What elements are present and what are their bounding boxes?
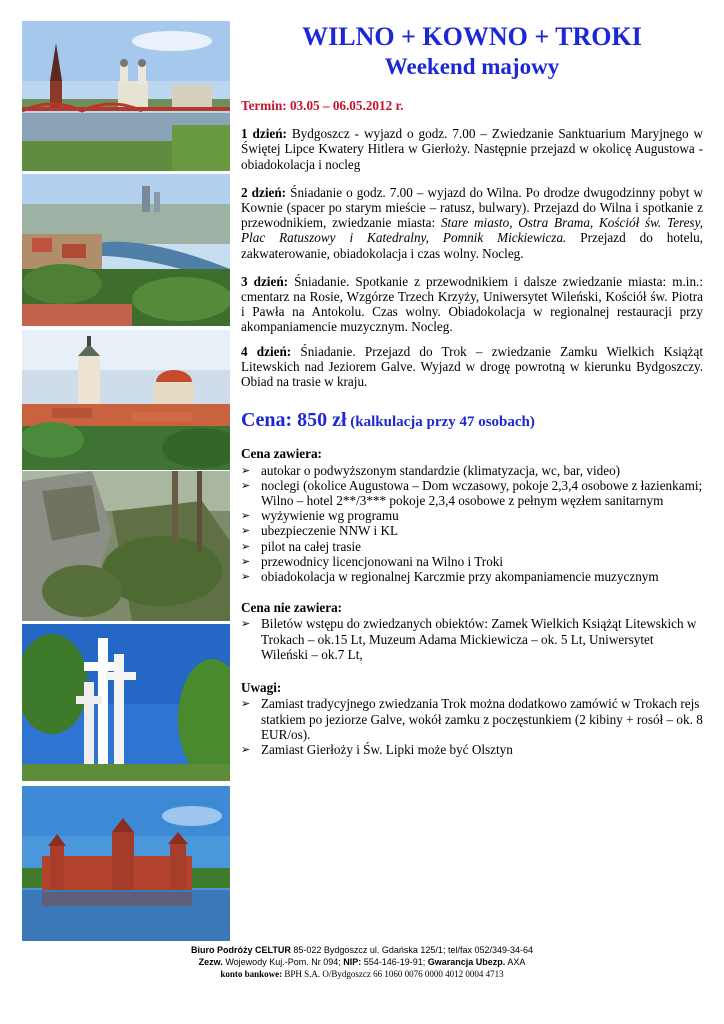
day-4-text: Śniadanie. Przejazd do Trok – zwiedzanie Zamku Wielkich Książąt Litewskich nad Jeziorem Galve. Wyjazd w drogę powrotną w kierunku Bydgoszczy. Obiad na trasie w kraju. xyxy=(241,343,703,390)
day-4 xyxy=(241,344,703,390)
arrow-bullet-icon: ➢ xyxy=(241,463,251,477)
day-2 xyxy=(241,185,703,261)
price xyxy=(241,409,703,432)
day-1-text: Bydgoszcz - wyjazd o godz. 7.00 – Zwiedzanie Sanktuarium Maryjnego w Świętej Lipce Kwatery Hitlera w Gierłoży. Następnie przejazd w okolicę Augustowa - obiadokolacja i nocleg xyxy=(241,126,703,172)
bank-account: BPH S.A. O/Bydgoszcz 66 1060 0076 0000 4012 0004 4713 xyxy=(282,969,504,979)
footer-line-bank xyxy=(0,968,724,980)
price-note: (kalkulacja przy 47 osobach) xyxy=(346,414,535,431)
photo-vilnius-panorama xyxy=(22,174,230,326)
photo-vilnius-oldtown-bell-tower xyxy=(22,330,230,470)
footer-line-registration xyxy=(0,956,724,968)
includes-list xyxy=(241,463,703,585)
notes-heading: Uwagi: xyxy=(241,680,282,696)
day-2-sights: Stare miasto, Ostra Brama, Kościół św. Teresy, Plac Ratuszowy i Katedralny, Pomnik Mickiewicza. xyxy=(241,215,703,246)
day-3-label: 3 dzień: xyxy=(241,273,289,289)
includes-heading: Cena zawiera: xyxy=(241,446,322,462)
list-item-text: noclegi (okolice Augustowa – Dom wczasowy, pokoje 2,3,4 osobowe z łazienkami; Wilno – hotel 2**/3*** pokoje 2,3,4 osobowe z pełnym węzłem sanitarnym xyxy=(261,477,703,509)
day-1 xyxy=(241,126,703,172)
arrow-bullet-icon: ➢ xyxy=(241,524,251,538)
arrow-bullet-icon: ➢ xyxy=(241,478,251,492)
agency-name: Biuro Podróży CELTUR xyxy=(191,945,291,955)
arrow-bullet-icon: ➢ xyxy=(241,697,251,711)
price-main: Cena: 850 zł xyxy=(241,409,347,432)
list-item xyxy=(241,508,703,523)
bank-label: konto bankowe: xyxy=(220,969,283,979)
day-3 xyxy=(241,274,703,335)
permit-value: Wojewody Kuj.-Pom. Nr 094; xyxy=(222,957,344,967)
page-subtitle: Weekend majowy xyxy=(384,54,560,79)
arrow-bullet-icon: ➢ xyxy=(241,617,251,631)
list-item-text: wyżywienie wg programu xyxy=(261,508,399,524)
photo-wolfs-lair-ruins xyxy=(22,471,230,621)
list-item-text: obiadokolacja w regionalnej Karczmie przy akompaniamencie muzycznym xyxy=(261,569,659,585)
list-item xyxy=(241,539,703,554)
day-4-label: 4 dzień: xyxy=(241,343,292,359)
arrow-bullet-icon: ➢ xyxy=(241,509,251,523)
arrow-bullet-icon: ➢ xyxy=(241,742,251,756)
arrow-bullet-icon: ➢ xyxy=(241,539,251,553)
arrow-bullet-icon: ➢ xyxy=(241,570,251,584)
agency-address: 85-022 Bydgoszcz ul. Gdańska 125/1; tel/fax 052/349-34-64 xyxy=(290,945,533,955)
day-2-text-b: Przejazd do hotelu, zakwaterowanie, obiadokolacja i czas wolny. Nocleg. xyxy=(241,230,703,261)
day-2-label: 2 dzień: xyxy=(241,184,287,200)
agency-footer xyxy=(0,944,724,980)
list-item xyxy=(241,463,703,478)
list-item xyxy=(241,523,703,538)
list-item xyxy=(241,616,703,662)
day-2-text-a: Śniadanie o godz. 7.00 – wyjazd do Wilna. Po drodze dwugodzinny pobyt w Kownie (spacer po starym mieście – ratusz, bulwary). Przejazd do Wilna i spotkanie z przewodnikiem, zwiedzanie miasta: xyxy=(241,184,703,231)
excludes-list xyxy=(241,616,703,662)
list-item xyxy=(241,478,703,508)
day-3-text: Śniadanie. Spotkanie z przewodnikiem i dalsze zwiedzanie miasta: m.in.: cmentarz na Rosie, Wzgórze Trzech Krzyży, Uniwersytet Wileński, Kościół św. Piotra i Pawła na Antokolu. Czas wolny. Obiadokolacja w regionalnej restauracji przy akompaniamencie muzycznym. Nocleg. xyxy=(241,273,703,335)
list-item-text: pilot na całej trasie xyxy=(261,538,361,554)
photo-hill-of-three-crosses xyxy=(22,624,230,781)
day-1-label: 1 dzień: xyxy=(241,126,287,142)
photo-kaunas-riverside xyxy=(22,21,230,171)
itinerary-content xyxy=(241,22,703,757)
list-item xyxy=(241,696,703,742)
list-item-text: Zamiast tradycyjnego zwiedzania Trok można dodatkowo zamówić w Trokach rejs statkiem po jeziorze Galve, wokół zamku z poczęstunkiem (2 kibiny + rosół – ok. 8 EUR/os). xyxy=(261,696,703,742)
insurance-value: AXA xyxy=(505,957,526,967)
permit-label: Zezw. xyxy=(198,957,223,967)
notes-list xyxy=(241,696,703,757)
arrow-bullet-icon: ➢ xyxy=(241,554,251,568)
list-item-text: autokar o podwyższonym standardzie (klimatyzacja, wc, bar, video) xyxy=(261,462,621,478)
list-item-text: Zamiast Gierłoży i Św. Lipki może być Olsztyn xyxy=(261,741,513,757)
trip-term: Termin: 03.05 – 06.05.2012 r. xyxy=(241,98,404,113)
nip-value: 554-146-19-91; xyxy=(361,957,428,967)
photo-trakai-castle xyxy=(22,786,230,941)
list-item-text: przewodnicy licencjonowani na Wilno i Troki xyxy=(261,553,504,569)
list-item-text: Biletów wstępu do zwiedzanych obiektów: Zamek Wielkich Książąt Litewskich w Trokach – ok.15 Lt, Muzeum Adama Mickiewicza – ok. 5 Lt, Uniwersytet Wileński – ok.7 Lt, xyxy=(261,616,697,662)
insurance-label: Gwarancja Ubezp. xyxy=(427,957,506,967)
nip-label: NIP: xyxy=(343,957,362,967)
footer-line-address xyxy=(0,944,724,956)
excludes-heading: Cena nie zawiera: xyxy=(241,600,343,616)
list-item-text: ubezpieczenie NNW i KL xyxy=(261,523,399,539)
list-item xyxy=(241,554,703,569)
page-title: WILNO + KOWNO + TROKI xyxy=(302,22,642,51)
list-item xyxy=(241,742,703,757)
list-item xyxy=(241,569,703,584)
